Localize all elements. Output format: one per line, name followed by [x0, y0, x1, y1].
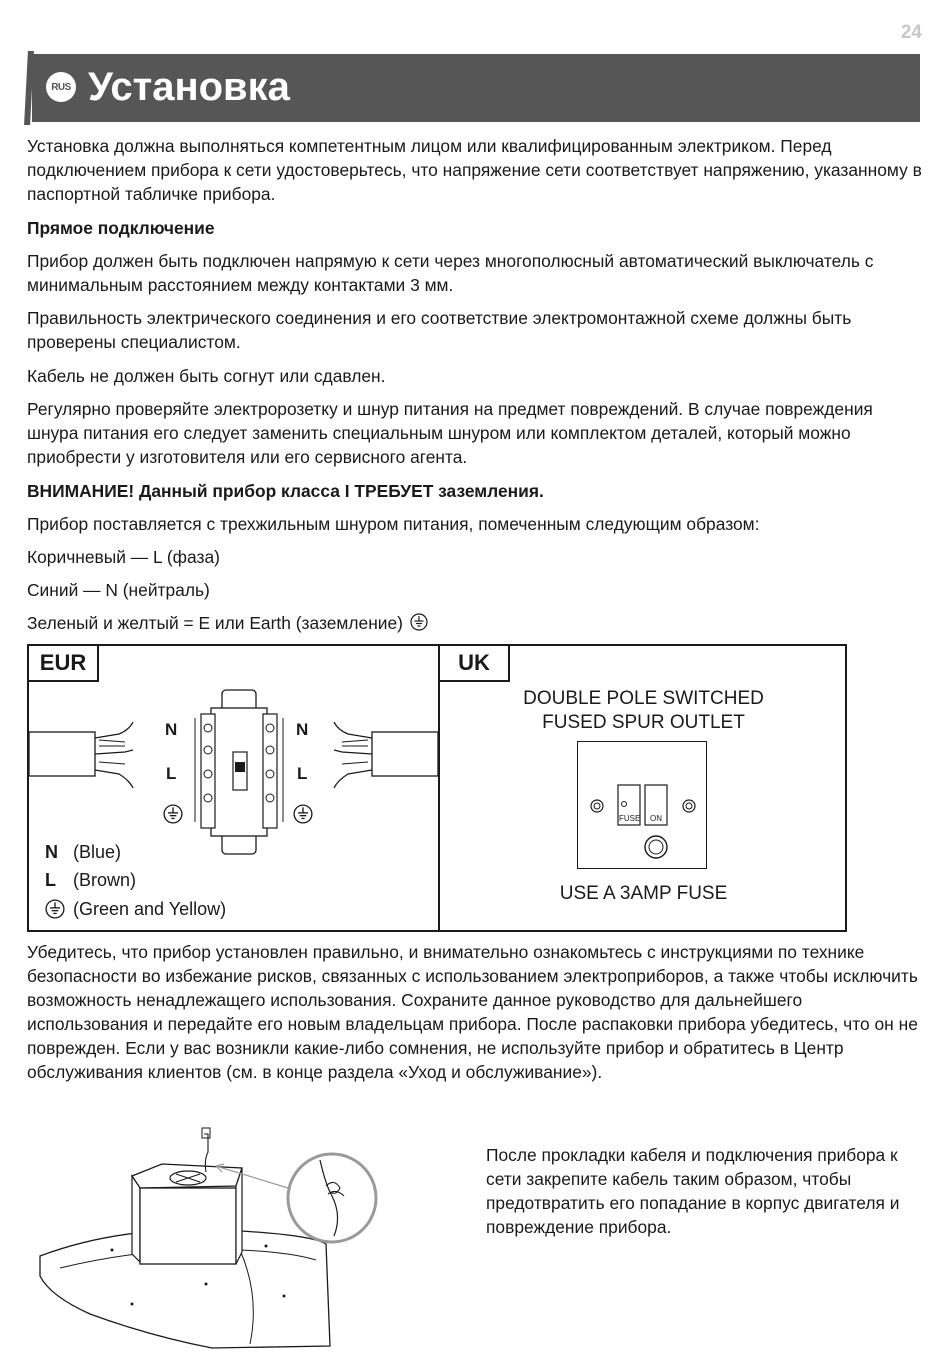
section-heading-direct: Прямое подключение — [27, 218, 215, 238]
direct-paragraph-3: Кабель не должен быть согнут или сдавлен. — [27, 366, 386, 386]
language-badge: RUS — [46, 72, 76, 102]
legend-row-earth — [45, 899, 226, 920]
eur-panel-tag: EUR — [29, 646, 99, 682]
cord-intro: Прибор поставляется с трехжильным шнуром питания, помеченным следующим образом: — [27, 514, 760, 534]
page-number: 24 — [900, 22, 922, 43]
legend-text: (Brown) — [73, 870, 137, 890]
cord-blue: Синий — N (нейтраль) — [27, 580, 210, 600]
cable-fixing-instructions: После прокладки кабеля и подключения прибора к сети закрепите кабель таким образом, чтобы предотвратить его попадание в корпус двигателя и повреждение прибора. — [486, 1145, 900, 1237]
safety-paragraph: Убедитесь, что прибор установлен правильно, и внимательно ознакомьтесь с инструкциями по технике безопасности во избежание рисков, связанных с использованием электроприборов, а также чтобы исключить возможность ненадлежащего использования. Сохраните данное руководство для дальнейшего использования и передайте его новым владельцам прибора. После распаковки прибора убедитесь, что он не поврежден. Если у вас возникли какие-либо сомнения, не используйте прибор и обратитесь в Центр обслуживания клиентов (см. в конце раздела «Уход и обслуживание»). — [27, 942, 918, 1082]
legend-key — [45, 899, 73, 920]
intro-paragraph: Установка должна выполняться компетентным лицом или квалифицированным электриком. Перед подключением прибора к сети удостоверьтесь, что напряжение сети соответствует напряжению, указанному в паспортной табличке прибора. — [27, 136, 922, 204]
hood-cable-illustration — [30, 1126, 470, 1354]
earth-ground-icon — [410, 613, 428, 631]
page-title: Установка — [88, 65, 290, 109]
on-label: ON — [650, 814, 662, 823]
direct-paragraph-4: Регулярно проверяйте электророзетку и шнур питания на предмет повреждений. В случае повреждения шнура питания его следует заменить специальным шнуром или комплектом деталей, который можно приобрести у изготовителя или его сервисного агента. — [27, 399, 873, 467]
fuse-label: FUSE — [619, 814, 641, 823]
cord-brown: Коричневый — L (фаза) — [27, 547, 220, 567]
earth-ground-icon — [293, 804, 313, 824]
grounding-warning: ВНИМАНИЕ! Данный прибор класса I ТРЕБУЕТ заземления. — [27, 481, 544, 501]
uk-title-line-1: DOUBLE POLE SWITCHED — [523, 688, 764, 709]
earth-ground-icon — [45, 899, 65, 919]
direct-paragraph-1: Прибор должен быть подключен напрямую к сети через многополюсный автоматический выключатель с минимальным расстоянием между контактами 3 мм. — [27, 251, 874, 295]
direct-paragraph-2: Правильность электрического соединения и его соответствие электромонтажной схеме должны быть проверены специалистом. — [27, 308, 852, 352]
legend-text: (Green and Yellow) — [73, 899, 227, 919]
eur-terminal-l-right: L — [297, 764, 308, 783]
uk-title-line-2: FUSED SPUR OUTLET — [542, 712, 745, 733]
eur-terminal-n-left: N — [165, 720, 178, 739]
legend-text: (Blue) — [73, 842, 122, 862]
wiring-diagram-box — [27, 644, 847, 932]
legend-key: N — [45, 842, 58, 862]
eur-terminal-l-left: L — [166, 764, 177, 783]
earth-ground-icon — [163, 804, 183, 824]
uk-panel-tag: UK — [440, 646, 510, 682]
eur-terminal-n-right: N — [296, 720, 309, 739]
uk-fuse-instruction: USE A 3AMP FUSE — [559, 883, 728, 904]
legend-row-neutral — [45, 842, 121, 863]
spur-outlet-plate — [577, 741, 707, 869]
legend-row-live — [45, 870, 136, 891]
spur-outlet-illustration — [578, 742, 705, 867]
cord-green — [27, 611, 927, 635]
legend-key: L — [45, 870, 56, 890]
cord-green-text: Зеленый и желтый = E или Earth (заземление) — [27, 613, 403, 633]
